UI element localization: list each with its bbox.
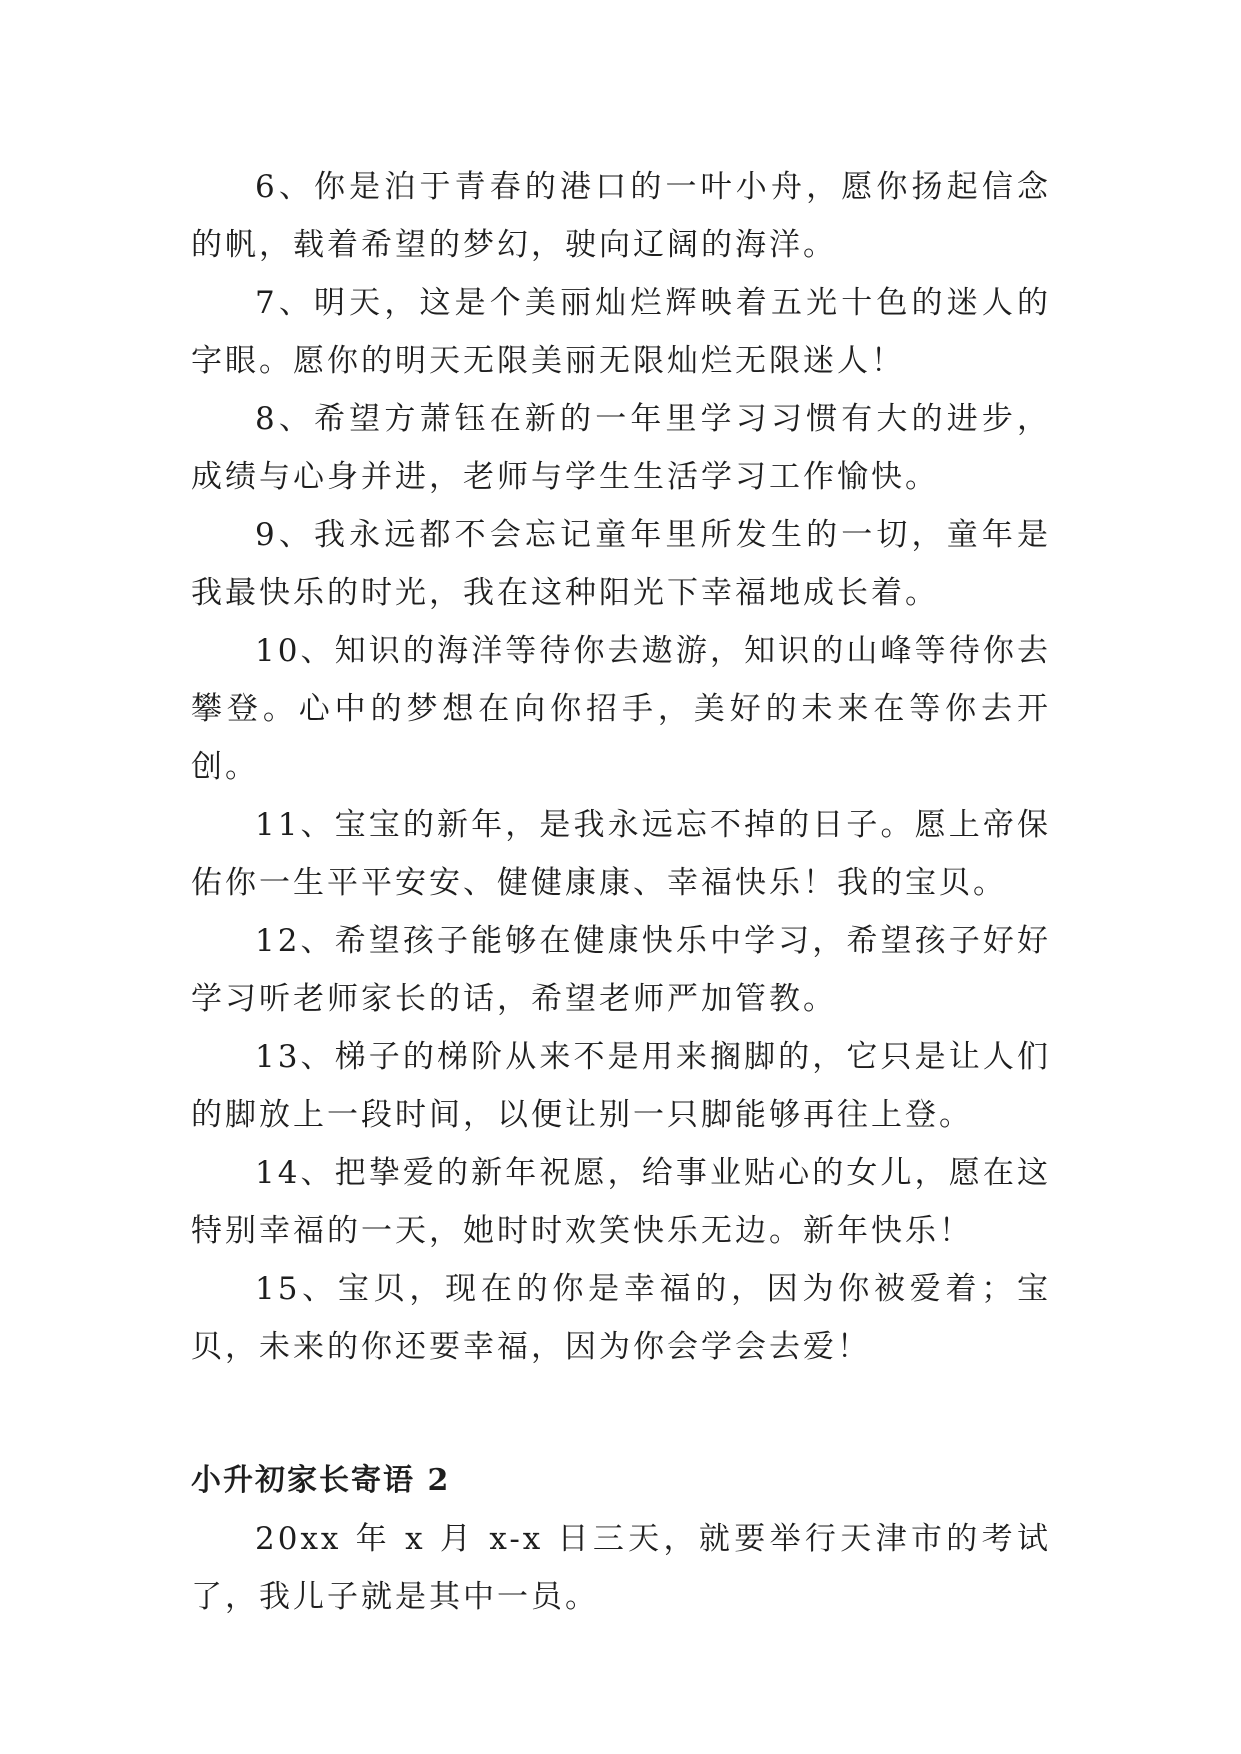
paragraph-11: 11、宝宝的新年，是我永远忘不掉的日子。愿上帝保佑你一生平平安安、健健康康、幸福快乐！我的宝贝。 [191, 807, 1051, 901]
paragraph-9: 9、我永远都不会忘记童年里所发生的一切，童年是我最快乐的时光，我在这种阳光下幸福地成长着。 [191, 517, 1051, 611]
paragraph-13: 13、梯子的梯阶从来不是用来搁脚的，它只是让人们的脚放上一段时间，以便让别一只脚能够再往上登。 [191, 1039, 1051, 1133]
paragraph-10: 10、知识的海洋等待你去遨游，知识的山峰等待你去攀登。心中的梦想在向你招手，美好的未来在等你去开创。 [191, 633, 1051, 785]
paragraph-14: 14、把挚爱的新年祝愿，给事业贴心的女儿，愿在这特别幸福的一天，她时时欢笑快乐无边。新年快乐！ [191, 1155, 1051, 1249]
paragraph-8: 8、希望方萧钰在新的一年里学习习惯有大的进步，成绩与心身并进，老师与学生生活学习工作愉快。 [191, 401, 1051, 495]
paragraph-6: 6、你是泊于青春的港口的一叶小舟，愿你扬起信念的帆，载着希望的梦幻，驶向辽阔的海洋。 [191, 169, 1051, 263]
document-body [191, 158, 1051, 1626]
paragraph-12: 12、希望孩子能够在健康快乐中学习，希望孩子好好学习听老师家长的话，希望老师严加管教。 [191, 923, 1051, 1017]
section-paragraph: 20xx 年 x 月 x-x 日三天，就要举行天津市的考试了，我儿子就是其中一员。 [191, 1521, 1051, 1615]
paragraph-7: 7、明天，这是个美丽灿烂辉映着五光十色的迷人的字眼。愿你的明天无限美丽无限灿烂无限迷人！ [191, 285, 1051, 379]
paragraph-15: 15、宝贝，现在的你是幸福的，因为你被爱着；宝贝，未来的你还要幸福，因为你会学会去爱！ [191, 1271, 1051, 1365]
section-heading: 小升初家长寄语 2 [191, 1463, 451, 1498]
